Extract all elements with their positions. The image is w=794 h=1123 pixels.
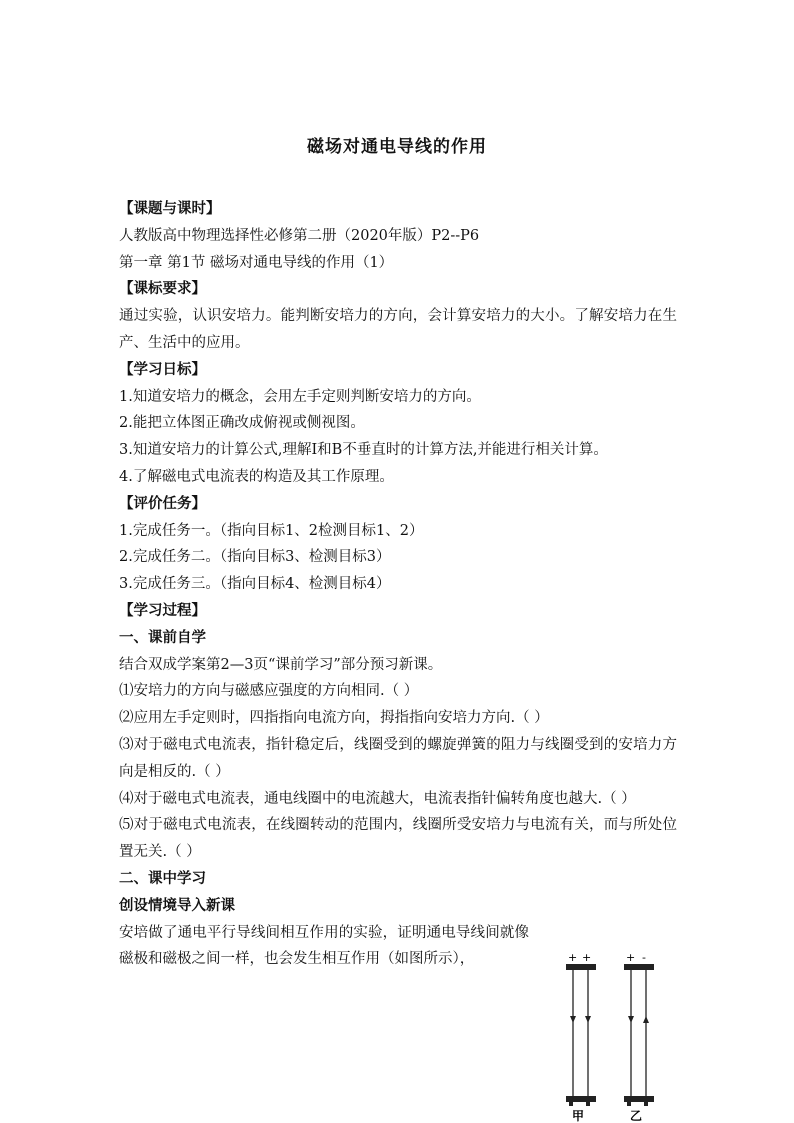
text-line: 2.能把立体图正确改成俯视或侧视图。	[119, 415, 365, 432]
paragraph: ⑶对于磁电式电流表，指针稳定后，线圈受到的螺旋弹簧的阻力与线圈受到的安培力方向是相反的.（ ）	[119, 736, 677, 780]
plus-sign: +	[626, 951, 636, 964]
section-heading: 【课标要求】	[119, 281, 206, 298]
plus-sign: +	[582, 951, 592, 964]
text-line: ⑵应用左手定则时，四指指向电流方向，拇指指向安培力方向.（ ）	[119, 710, 549, 727]
text-line: 4.了解磁电式电流表的构造及其工作原理。	[119, 468, 394, 485]
paragraph: 通过实验，认识安培力。能判断安培力的方向，会计算安培力的大小。了解安培力在生产、生活中的应用。	[119, 308, 677, 351]
text-line: ⑴安培力的方向与磁感应强度的方向相同.（ ）	[119, 683, 419, 700]
paragraph: 安培做了通电平行导线间相互作用的实验，证明通电导线间就像磁极和磁极之间一样，也会发生相互作用（如图所示），	[119, 924, 529, 968]
page-title: 磁场对通电导线的作用	[307, 137, 487, 157]
plus-sign: +	[568, 951, 578, 964]
subsection-heading: 一、课前自学	[119, 629, 206, 646]
paragraph: ⑷对于磁电式电流表，通电线圈中的电流越大，电流表指针偏转角度也越大.（ ）	[119, 790, 636, 807]
text-line: 1.知道安培力的概念，会用左手定则判断安培力的方向。	[119, 388, 481, 405]
text-line: 第一章 第1节 磁场对通电导线的作用（1）	[119, 254, 394, 271]
paragraph: ⑸对于磁电式电流表，在线圈转动的范围内，线圈所受安培力与电流有关，而与所处位置无关.（ ）	[119, 817, 677, 861]
figure-jia	[566, 951, 596, 1123]
minus-sign: -	[642, 951, 646, 964]
section-heading: 【评价任务】	[119, 495, 206, 512]
text-line: 人教版高中物理选择性必修第二册（2020年版）P2--P6	[119, 227, 480, 244]
section-heading: 【学习日标】	[119, 361, 206, 378]
section-heading: 【课题与课时】	[119, 201, 221, 217]
text-line: 1.完成任务一。（指向目标1、2检测目标1、2）	[119, 522, 424, 539]
figure-label-yi: 乙	[630, 1109, 643, 1123]
text-line: 结合双成学案第2—3页“课前学习”部分预习新课。	[119, 656, 443, 673]
parallel-wires-figure	[560, 948, 670, 1123]
document-body	[119, 196, 677, 973]
figure-label-jia: 甲	[572, 1109, 585, 1123]
section-heading: 【学习过程】	[119, 602, 206, 619]
figure-yi	[624, 951, 654, 1123]
subsection-heading: 创设情境导入新课	[119, 897, 235, 914]
text-line: 2.完成任务二。（指向目标3、检测目标3）	[119, 549, 391, 566]
text-line: 3.完成任务三。（指向目标4、检测目标4）	[119, 576, 391, 593]
subsection-heading: 二、课中学习	[119, 870, 206, 887]
text-line: 3.知道安培力的计算公式,理解I和B不垂直时的计算方法,并能进行相关计算。	[119, 442, 608, 459]
